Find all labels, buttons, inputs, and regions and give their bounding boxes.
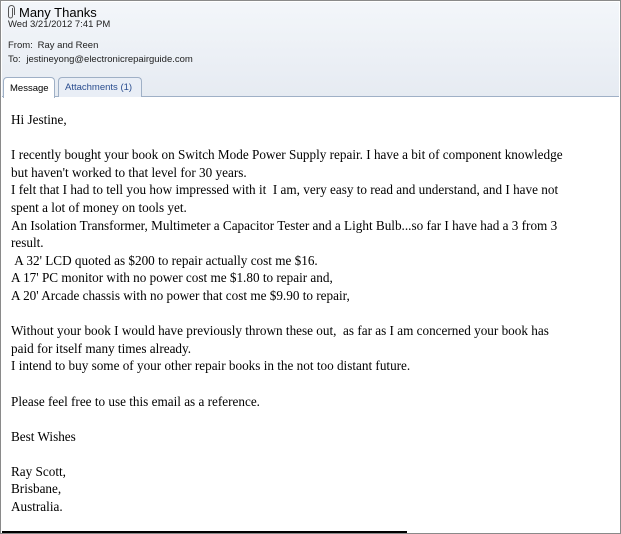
- body-line: A 17' PC monitor with no power cost me $1.80 to repair and,: [11, 270, 333, 286]
- body-line: Without your book I would have previously thrown these out, as far as I am concerned your book has: [11, 323, 549, 339]
- email-subject: Many Thanks: [19, 4, 97, 20]
- email-header: [2, 2, 619, 96]
- body-line: A 32' LCD quoted as $200 to repair actually cost me $16.: [11, 252, 318, 268]
- to-line: [8, 54, 193, 65]
- from-label: From:: [8, 40, 33, 51]
- paperclip-icon: [6, 5, 16, 20]
- body-line: spent a lot of money on tools yet.: [11, 199, 187, 215]
- signature-line: Ray Scott,: [11, 463, 66, 479]
- tab-message[interactable]: Message: [3, 77, 55, 98]
- body-line: result.: [11, 235, 44, 251]
- body-line: An Isolation Transformer, Multimeter a Capacitor Tester and a Light Bulb...so far I have had a 3 from 3: [11, 217, 558, 233]
- body-line: I intend to buy some of your other repair books in the not too distant future.: [11, 358, 411, 374]
- body-line: I recently bought your book on Switch Mode Power Supply repair. I have a bit of component knowledge: [11, 147, 563, 163]
- message-body: [11, 111, 611, 516]
- body-line: A 20' Arcade chassis with no power that cost me $9.90 to repair,: [11, 287, 350, 303]
- signature-line: Brisbane,: [11, 481, 62, 497]
- from-line: [8, 40, 98, 51]
- body-line: paid for itself many times already.: [11, 340, 192, 356]
- tab-attachments[interactable]: Attachments (1): [58, 77, 142, 97]
- closing: Best Wishes: [11, 428, 76, 444]
- recipient-address[interactable]: jestineyong@electronicrepairguide.com: [26, 54, 193, 65]
- sender-name[interactable]: Ray and Reen: [37, 40, 99, 51]
- message-tabs: [2, 77, 619, 97]
- divider: [2, 531, 407, 533]
- greeting: Hi Jestine,: [11, 112, 67, 127]
- to-label: To:: [8, 54, 21, 65]
- body-line: I felt that I had to tell you how impressed with it I am, very easy to read and understand, and I have not: [11, 182, 559, 198]
- body-line: Please feel free to use this email as a reference.: [11, 393, 260, 409]
- signature-line: Australia.: [11, 499, 63, 515]
- body-line: but haven't worked to that level for 30 years.: [11, 164, 247, 180]
- email-date: Wed 3/21/2012 7:41 PM: [8, 19, 111, 30]
